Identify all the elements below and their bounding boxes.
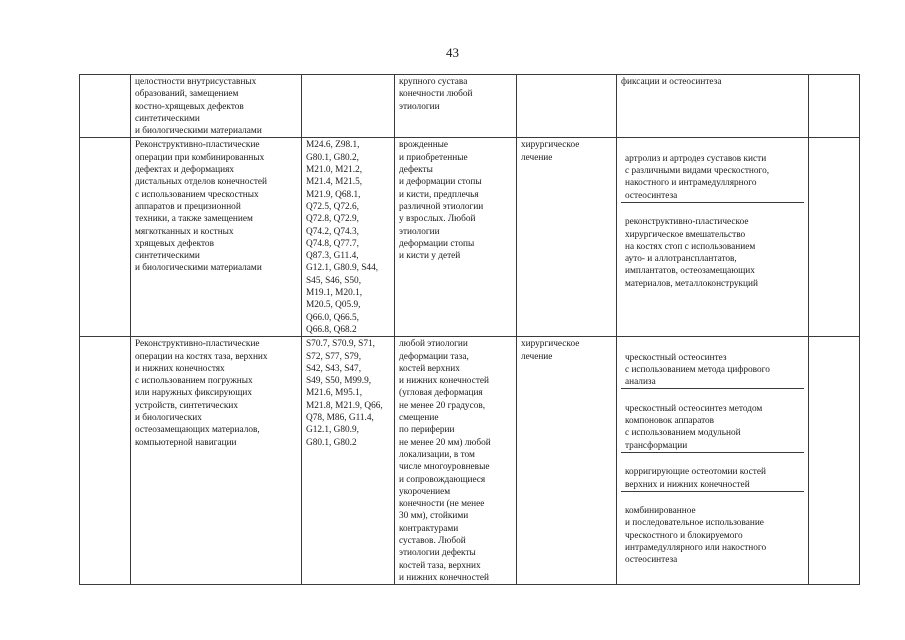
treatment-type-cell: хирургическое лечение [517,138,617,337]
treatment-method: чрескостный остеосинтез методом компоновок аппаратов с использованием модульной трансформации [621,402,804,453]
patient-model-cell: врожденные и приобретенные дефекты и деформации стопы и кисти, предплечья различной этиологии у взрослых. Любой этиологии деформации стопы и кисти у детей [395,138,517,337]
treatment-method: комбинированное и последовательное использование чрескостного и блокируемого интрамедуллярного или накостного остеосинтеза [625,506,767,566]
treatment-method: чрескостный остеосинтез с использованием метода цифрового анализа [621,351,804,390]
treatment-type-cell: хирургическое лечение [517,337,617,585]
treatment-method-cell: фиксации и остеосинтеза [617,75,809,138]
table-cell-empty [80,138,131,337]
table-row [80,75,860,138]
procedure-name-cell: целостности внутрисуставных образований, замещением костно-хрящевых дефектов синтетическими и биологическими материалами [131,75,302,138]
table-cell-empty [80,75,131,138]
treatment-methods-cell [617,138,809,337]
page-number: 43 [446,45,459,60]
table-cell-empty [80,337,131,585]
table-cell-empty [809,138,860,337]
table-cell-empty [809,75,860,138]
table-row [80,337,860,585]
medical-procedures-table [79,74,860,585]
treatment-methods-cell [617,337,809,585]
table-cell-empty [809,337,860,585]
diagnosis-codes-cell [302,75,395,138]
treatment-type-cell [517,75,617,138]
treatment-method: артролиз и артродез суставов кисти с различными видами чрескостного, накостного и интрамедуллярного остеосинтеза [621,152,804,203]
procedure-name-cell: Реконструктивно-пластические операции на костях таза, верхних и нижних конечностях с использованием погружных или наружных фиксирующих устройств, синтетических и биологических остеозамещающих материалов, компьютерной навигации [131,337,302,585]
patient-model-cell: любой этиологии деформации таза, костей верхних и нижних конечностей (угловая деформация не менее 20 градусов, смещение по периферии не менее 20 мм) любой локализации, в том числе многоуровневые и сопровождающиеся укорочением конечности (не менее 30 мм), стойкими контрактурами суставов. Любой этиологии дефекты костей таза, верхних и нижних конечностей [395,337,517,585]
table-row [80,138,860,337]
diagnosis-codes-cell: M24.6, Z98.1, G80.1, G80.2, M21.0, M21.2, M21.4, M21.5, M21.9, Q68.1, Q72.5, Q72.6, Q72.8, Q72.9, Q74.2, Q74.3, Q74.8, Q77.7, Q87.3, G11.4, G12.1, G80.9, S44, S45, S46, S50, M19.1, M20.1, M20.5, Q05.9, Q66.0, Q66.5, Q66.8, Q68.2 [302,138,395,337]
treatment-method: реконструктивно-пластическое хирургическое вмешательство на костях стоп с использованием ауто- и аллотрансплантатов, имплантатов, остеозамещающих материалов, металлоконструкций [625,217,758,289]
patient-model-cell: крупного сустава конечности любой этиологии [395,75,517,138]
treatment-method: корригирующие остеотомии костей верхних и нижних конечностей [621,465,804,492]
diagnosis-codes-cell: S70.7, S70.9, S71, S72, S77, S79, S42, S43, S47, S49, S50, M99.9, M21.6, M95.1, M21.8, M21.9, Q66, Q78, M86, G11.4, G12.1, G80.9, G80.1, G80.2 [302,337,395,585]
procedure-name-cell: Реконструктивно-пластические операции при комбинированных дефектах и деформациях дистальных отделов конечностей с использованием чрескостных аппаратов и прецизионной техники, а также замещением мягкотканных и костных хрящевых дефектов синтетическими и биологическими материалами [131,138,302,337]
